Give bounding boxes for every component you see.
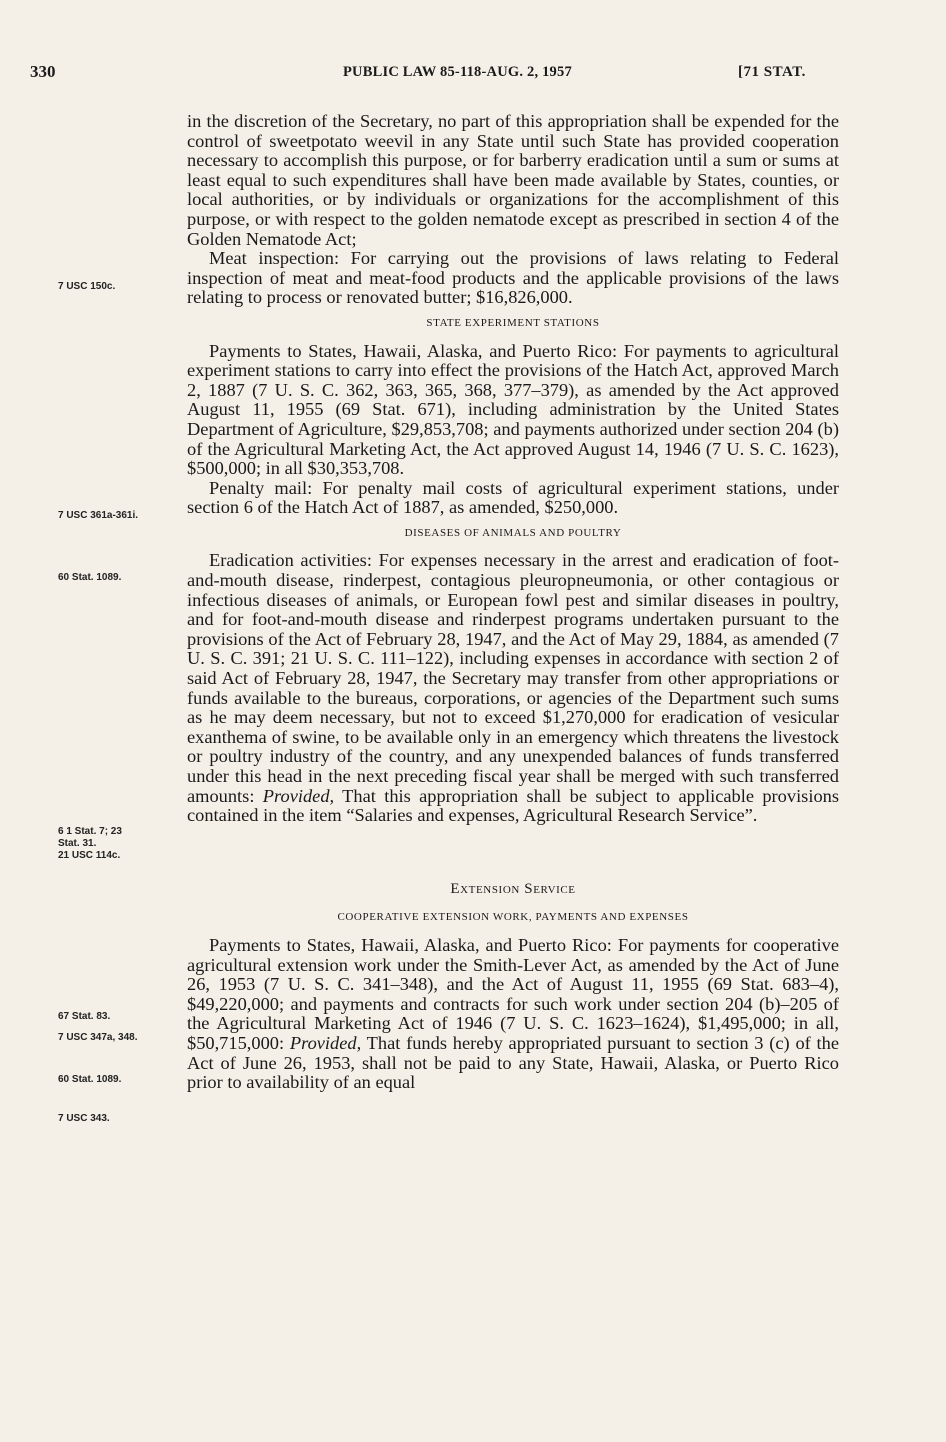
paragraph-payments-experiment: Payments to States, Hawaii, Alaska, and Puerto Rico: For payments to agricultural experiment stations to carry into effect the provisions of the Hatch Act, approved March 2, 1887 (7 U. S. C. 362, 363, 365, 368, 377–379), as amended by the Act approved August 11, 1955 (69 Stat. 671), including administration by the United States Department of Agriculture, $29,853,708; and payments authorized under section 204 (b) of the Agricultural Marketing Act, the Act approved August 14, 1946 (7 U. S. C. 1623), $500,000; in all $30,353,708. (187, 340, 839, 479)
body-text (187, 112, 839, 1093)
section-heading-extension-service: Extension Service (450, 880, 576, 897)
heading-state-experiment-stations: STATE EXPERIMENT STATIONS (426, 316, 600, 329)
paragraph-eradication (187, 551, 839, 825)
margin-note: 7 USC 347a, 348. (58, 1032, 138, 1043)
eradication-proviso: That this appropriation shall be subject to applicable provisions contained in the item “Salaries and expenses, Agricultural Research Service”. (187, 785, 839, 826)
margin-note: 21 USC 114c. (58, 850, 121, 861)
running-header (0, 62, 946, 86)
provided-italic: Provided, (262, 785, 335, 806)
margin-note: 6 1 Stat. 7; 23 (58, 826, 122, 837)
margin-note: 7 USC 343. (58, 1113, 110, 1124)
margin-note: Stat. 31. (58, 838, 97, 849)
paragraph-golden-nematode: in the discretion of the Secretary, no part of this appropriation shall be expended for the control of sweetpotato weevil in any State until such State has provided cooperation necessary to accomplish this purpose, or for barberry eradication until a sum or sums at least equal to such expenditures shall have been made available by States, counties, or local authorities, or by individuals or organizations for the accomplishment of this purpose, or with respect to the golden nematode except as prescribed in section 4 of the Golden Nematode Act; (187, 111, 839, 249)
extension-text: Payments to States, Hawaii, Alaska, and Puerto Rico: For payments for cooperative agricultural extension work under the Smith-Lever Act, as amended by the Act of June 26, 1953 (7 U. S. C. 341–348), and the Act of August 11, 1955 (69 Stat. 683–4), $49,220,000; and payments and contracts for such work under section 204 (b)–205 of the Agricultural Marketing Act of 1946 (7 U. S. C. 1623–1624), $1,495,000; in all, $50,715,000: (187, 934, 839, 1053)
eradication-text: Eradication activities: For expenses necessary in the arrest and eradication of foot-and-mouth disease, rinderpest, contagious pleuropneumonia, or other contagious or infectious diseases of animals, or European fowl pest and similar diseases in poultry, and for foot-and-mouth disease and rinderpest programs undertaken pursuant to the provisions of the Act of February 28, 1947, and the Act of May 29, 1884, as amended (7 U. S. C. 391; 21 U. S. C. 111–122), including expenses in accordance with section 2 of said Act of February 28, 1947, the Secretary may transfer from other appropriations or funds available to the bureaus, corporations, or agencies of the Department such sums as he may deem necessary, but not to exceed $1,270,000 for eradication of vesicular exanthema of swine, to be available only in an emergency which threatens the livestock or poultry industry of the country, and any unexpended balances of funds transferred under this head in the next preceding fiscal year shall be merged with such transferred amounts: (187, 550, 839, 806)
paragraph-meat-inspection: Meat inspection: For carrying out the provisions of laws relating to Federal inspection of meat and meat-food products and the applicable provisions of the laws relating to process or renovated butter; $16,826,000. (187, 248, 839, 308)
margin-note: 60 Stat. 1089. (58, 572, 122, 583)
heading-diseases-animals: DISEASES OF ANIMALS AND POULTRY (404, 526, 622, 539)
margin-note: 60 Stat. 1089. (58, 1074, 122, 1085)
paragraph-penalty-mail: Penalty mail: For penalty mail costs of agricultural experiment stations, under section 6 of the Hatch Act of 1887, as amended, $250,000. (187, 477, 839, 518)
provided-italic: Provided, (289, 1032, 362, 1053)
margin-note: 67 Stat. 83. (58, 1011, 111, 1022)
running-title: PUBLIC LAW 85-118-AUG. 2, 1957 (343, 64, 572, 80)
margin-note: 7 USC 361a-361i. (58, 510, 139, 521)
heading-cooperative-extension: COOPERATIVE EXTENSION WORK, PAYMENTS AND EXPENSES (337, 911, 689, 924)
margin-note: 7 USC 150c. (58, 281, 116, 292)
page-number: 330 (30, 62, 56, 81)
extension-proviso: That funds hereby appropriated pursuant to section 3 (c) of the Act of June 26, 1953, shall not be paid to any State, Hawaii, Alaska, or Puerto Rico prior to availability of an equal (187, 1032, 840, 1093)
volume-reference: [71 STAT. (738, 64, 806, 80)
paragraph-extension-payments (187, 936, 839, 1093)
